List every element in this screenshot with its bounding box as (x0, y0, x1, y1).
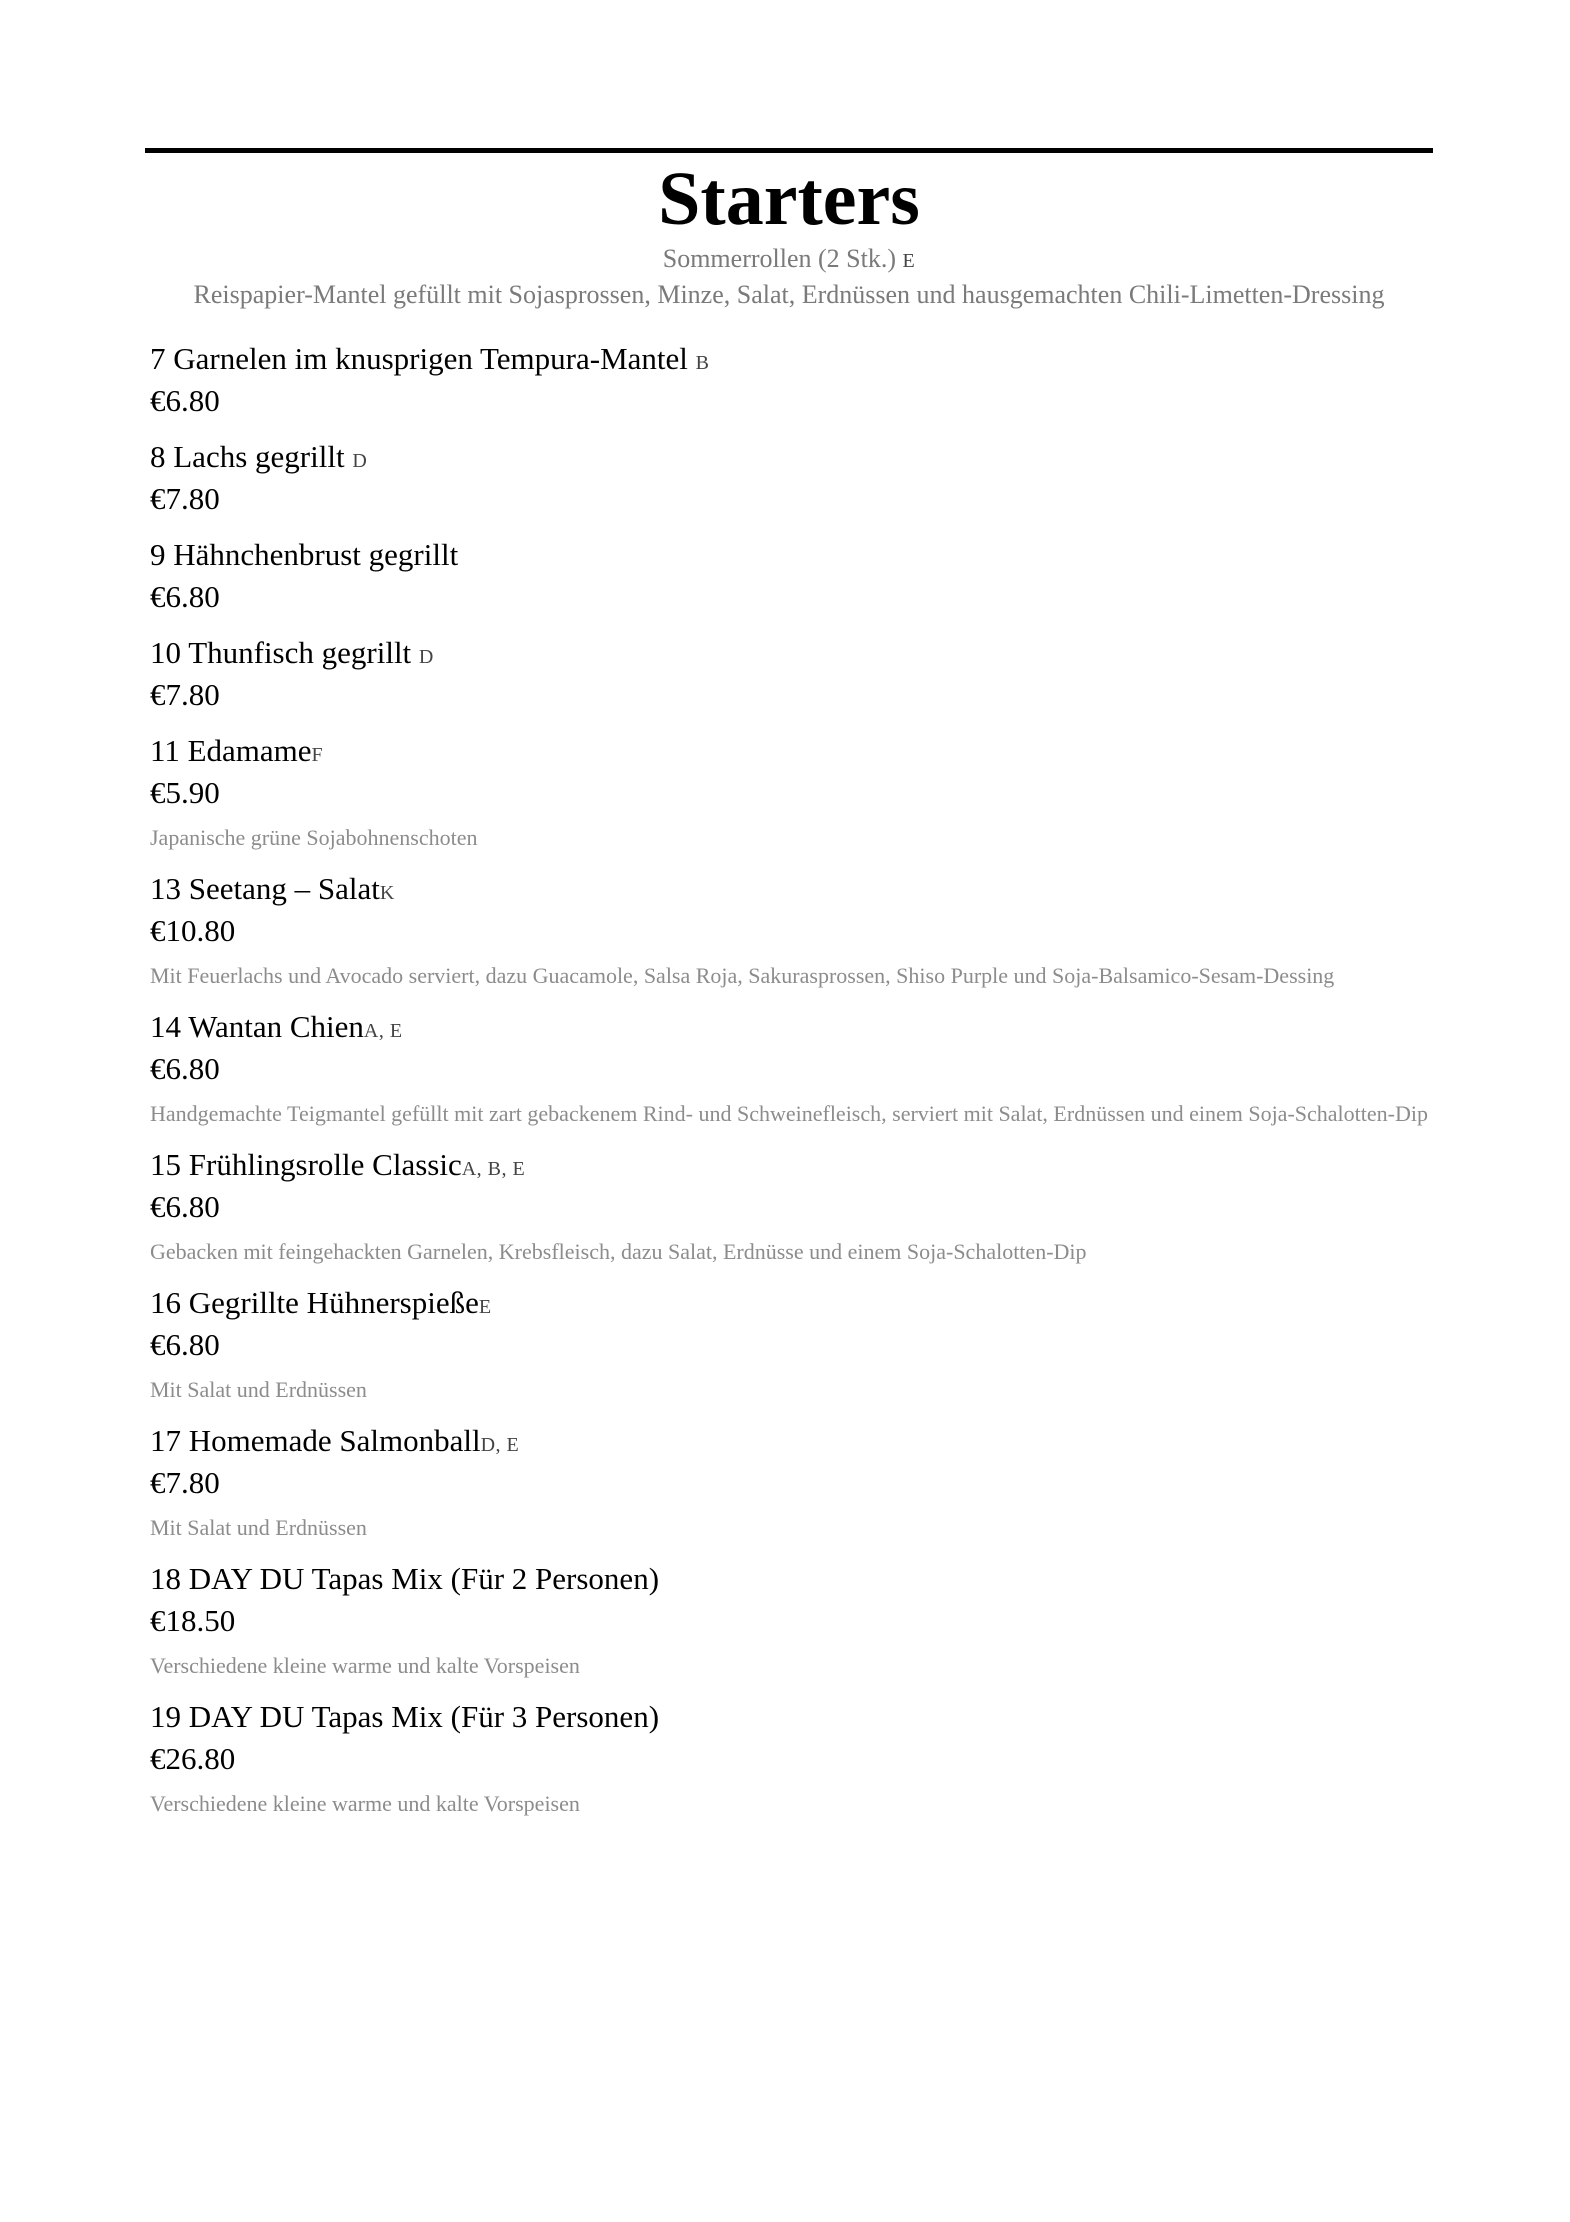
menu-item-name: 9 Hähnchenbrust gegrillt (150, 537, 459, 572)
menu-item-description: Japanische grüne Sojabohnenschoten (150, 825, 478, 850)
menu-item-name-line (150, 1698, 1430, 1740)
menu-item-name: 10 Thunfisch gegrillt (150, 635, 419, 670)
menu-item-description: Mit Salat und Erdnüssen (150, 1377, 367, 1402)
menu-item-allergens: K (379, 882, 395, 904)
header-item-description: Reispapier-Mantel gefüllt mit Sojasprossen, Minze, Salat, Erdnüssen und hausgemachten Chili-Limetten-Dressing (193, 280, 1385, 309)
menu-item (150, 1008, 1430, 1138)
menu-item-price: €10.80 (150, 913, 236, 948)
menu-item-name: 16 Gegrillte Hühnerspieße (150, 1285, 479, 1320)
menu-item-description: Verschiedene kleine warme und kalte Vorspeisen (150, 1791, 580, 1816)
menu-item-name: 11 Edamame (150, 733, 312, 768)
menu-item-name-line (150, 340, 1430, 382)
menu-item-price: €6.80 (150, 383, 220, 418)
menu-item-allergens: D, E (480, 1434, 520, 1456)
page-title: Starters (658, 157, 920, 241)
menu-item-name-line (150, 634, 1430, 676)
menu-item-allergens: A, B, E (461, 1158, 526, 1180)
menu-item-name: 7 Garnelen im knusprigen Tempura-Mantel (150, 341, 696, 376)
menu-item-price: €26.80 (150, 1741, 236, 1776)
menu-item-allergens: A, E (363, 1020, 403, 1042)
menu-item-description: Gebacken mit feingehackten Garnelen, Krebsfleisch, dazu Salat, Erdnüsse und einem Soja-Schalotten-Dip (150, 1239, 1087, 1264)
menu-item-name-line (150, 1008, 1430, 1050)
menu-item-name-line (150, 438, 1430, 480)
top-divider (145, 148, 1433, 153)
menu-item-name: 14 Wantan Chien (150, 1009, 364, 1044)
menu-item (150, 1560, 1430, 1690)
menu-item-description: Mit Salat und Erdnüssen (150, 1515, 367, 1540)
menu-item-name: 13 Seetang – Salat (150, 871, 380, 906)
menu-item-description: Verschiedene kleine warme und kalte Vorspeisen (150, 1653, 580, 1678)
menu-item-price: €6.80 (150, 1189, 220, 1224)
menu-item (150, 732, 1430, 862)
menu-item-price: €7.80 (150, 677, 220, 712)
section-header (145, 156, 1433, 312)
menu-item (150, 1422, 1430, 1552)
menu-item-description: Handgemachte Teigmantel gefüllt mit zart gebackenem Rind- und Schweinefleisch, serviert mit Salat, Erdnüssen und einem Soja-Schalotten-Dip (150, 1101, 1428, 1126)
menu-item-price: €6.80 (150, 579, 220, 614)
menu-item-name: 19 DAY DU Tapas Mix (Für 3 Personen) (150, 1699, 660, 1734)
menu-item-price: €6.80 (150, 1327, 220, 1362)
menu-item-name: 8 Lachs gegrillt (150, 439, 353, 474)
menu-item-allergens: D (418, 646, 434, 668)
header-item-allergens: E (902, 250, 916, 272)
menu-item-price: €7.80 (150, 1465, 220, 1500)
menu-item-name-line (150, 1284, 1430, 1326)
header-item-name: Sommerrollen (2 Stk.) (662, 244, 897, 273)
menu-item (150, 536, 1430, 616)
menu-item-price: €6.80 (150, 1051, 220, 1086)
menu-item (150, 1698, 1430, 1828)
menu-item-allergens: F (311, 744, 324, 766)
menu-item-allergens: D (352, 450, 368, 472)
menu-item-name-line (150, 536, 1430, 578)
menu-item (150, 340, 1430, 420)
menu-item-name-line (150, 732, 1430, 774)
menu-item-price: €7.80 (150, 481, 220, 516)
menu-item-name: 15 Frühlingsrolle Classic (150, 1147, 462, 1182)
menu-item-price: €18.50 (150, 1603, 236, 1638)
menu-item (150, 1146, 1430, 1276)
menu-item-name-line (150, 1146, 1430, 1188)
menu-item-description: Mit Feuerlachs und Avocado serviert, dazu Guacamole, Salsa Roja, Sakurasprossen, Shiso Purple und Soja-Balsamico-Sesam-Dessing (150, 963, 1335, 988)
menu-item-name: 18 DAY DU Tapas Mix (Für 2 Personen) (150, 1561, 660, 1596)
menu-item (150, 634, 1430, 714)
menu-item (150, 438, 1430, 518)
menu-item-list (150, 340, 1430, 1836)
menu-item-allergens: E (478, 1296, 492, 1318)
menu-item-name-line (150, 870, 1430, 912)
header-item-name-line (145, 242, 1433, 278)
menu-item-name-line (150, 1560, 1430, 1602)
menu-item (150, 870, 1430, 1000)
menu-item-price: €5.90 (150, 775, 220, 810)
menu-item-name-line (150, 1422, 1430, 1464)
menu-item (150, 1284, 1430, 1414)
menu-item-allergens: B (695, 352, 710, 374)
menu-item-name: 17 Homemade Salmonball (150, 1423, 481, 1458)
